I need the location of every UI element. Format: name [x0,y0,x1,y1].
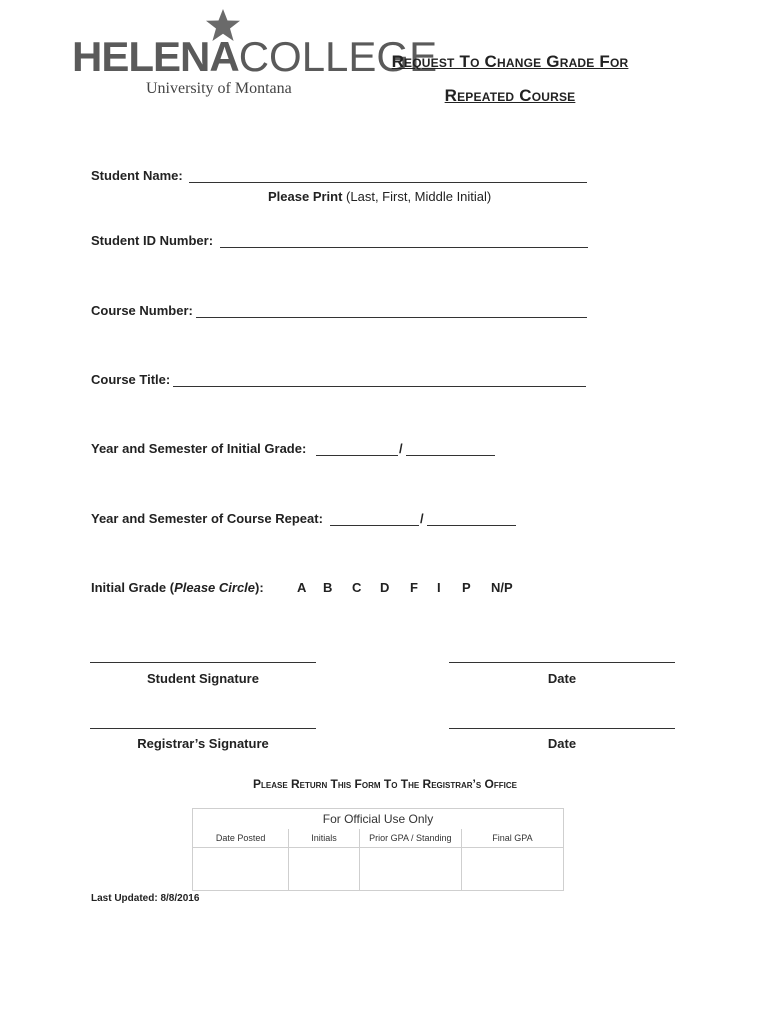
registrar-signature-label: Registrar’s Signature [137,736,269,751]
repeat-semester-label: Year and Semester of Course Repeat: [91,511,323,526]
grade-option-c[interactable]: C [352,580,362,595]
logo-word-bold: HELENA [72,33,239,80]
form-title-line2: Repeated Course [444,86,576,105]
col-final-gpa: Final GPA [461,829,563,848]
grade-option-b[interactable]: B [323,580,333,595]
grade-option-f[interactable]: F [410,580,418,595]
registrar-date-label: Date [547,736,577,751]
grade-option-a[interactable]: A [297,580,307,595]
grade-option-np[interactable]: N/P [491,580,513,595]
grade-option-d[interactable]: D [380,580,390,595]
official-use-table [192,808,564,891]
course-title-field[interactable] [173,386,586,387]
student-date-field[interactable] [449,662,675,663]
initial-grade-italic: Please Circle [174,580,256,595]
course-number-label: Course Number: [91,303,193,318]
initial-semester-field[interactable] [406,455,495,456]
cell-final-gpa[interactable] [461,848,563,891]
logo-word-light: COLLEGE [238,33,438,80]
col-prior-gpa: Prior GPA / Standing [359,829,461,848]
student-name-label: Student Name: [91,168,183,183]
student-id-field[interactable] [220,247,588,248]
initial-grade-label [91,580,264,595]
course-number-field[interactable] [196,317,587,318]
return-instructions: Please Return This Form To The Registrar’s Office [252,777,517,791]
official-use-heading: For Official Use Only [193,809,564,830]
initial-grade-suffix: ): [255,580,264,595]
print-note-bold: Please Print [268,189,343,204]
student-id-label: Student ID Number: [91,233,214,248]
student-signature-field[interactable] [90,662,316,663]
form-title-line1: Request To Change Grade For [391,52,629,71]
initial-grade-prefix: Initial Grade ( [91,580,175,595]
col-date-posted: Date Posted [193,829,289,848]
col-initials: Initials [289,829,359,848]
initial-year-field[interactable] [316,455,398,456]
course-title-label: Course Title: [91,372,171,387]
repeat-slash: / [420,511,424,526]
registrar-signature-field[interactable] [90,728,316,729]
student-date-label: Date [547,671,577,686]
print-note [268,189,491,204]
last-updated: Last Updated: 8/8/2016 [91,893,200,904]
print-note-rest: (Last, First, Middle Initial) [342,189,492,204]
logo-subtitle: University of Montana [146,80,292,97]
cell-initials[interactable] [289,848,359,891]
initial-grade-semester-label: Year and Semester of Initial Grade: [91,441,307,456]
cell-prior-gpa[interactable] [359,848,461,891]
grade-option-i[interactable]: I [437,580,441,595]
repeat-semester-field[interactable] [427,525,516,526]
helena-college-logo [72,8,438,108]
cell-date-posted[interactable] [193,848,289,891]
repeat-year-field[interactable] [330,525,419,526]
grade-option-p[interactable]: P [462,580,471,595]
registrar-date-field[interactable] [449,728,675,729]
initial-slash: / [399,441,403,456]
student-name-field[interactable] [189,182,587,183]
student-signature-label: Student Signature [147,671,259,686]
